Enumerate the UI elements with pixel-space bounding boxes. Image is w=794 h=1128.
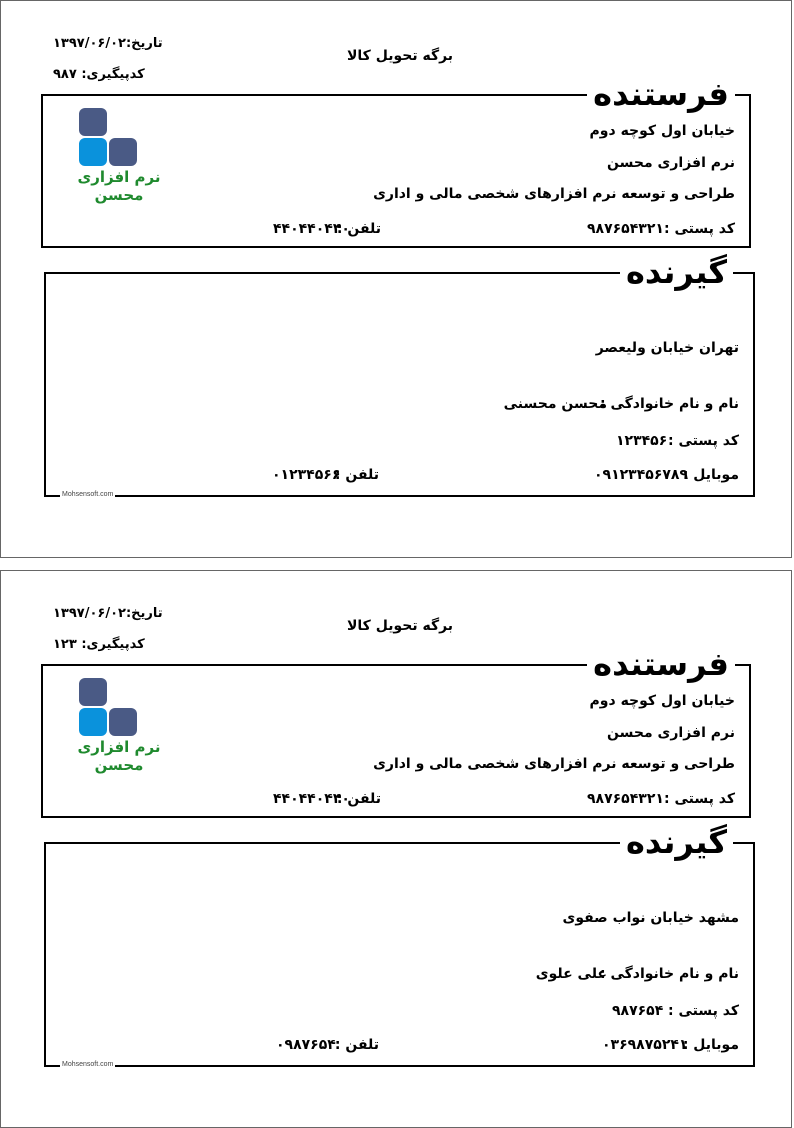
- sender-phone-value: ۴۴۰۴۴۰۴۴۰: [273, 791, 350, 807]
- date-text: تاریخ:۱۳۹۷/۰۶/۰۲: [53, 36, 163, 51]
- sender-description: طراحی و توسعه نرم افزارهای شخصی مالی و اداری: [373, 756, 735, 772]
- receiver-address: تهران خیابان ولیعصر: [595, 340, 739, 356]
- receiver-mobile-value: ۰۹۱۲۳۴۵۶۷۸۹: [594, 467, 688, 483]
- receiver-box: [44, 823, 755, 1068]
- sender-postal-value: ۹۸۷۶۵۴۳۲۱: [587, 221, 664, 237]
- sender-phone-label: تلفن :: [336, 221, 381, 237]
- receiver-postal-value: ۱۲۳۴۵۶: [616, 433, 668, 449]
- slip-title: برگه تحویل کالا: [347, 48, 454, 64]
- sender-phone-label: تلفن :: [336, 791, 381, 807]
- sender-postal-label: کد پستی :: [664, 791, 735, 807]
- receiver-name-label: نام و نام خانوادگی :: [599, 396, 739, 412]
- company-logo: [77, 108, 175, 204]
- receiver-phone-label: تلفن :: [334, 1037, 379, 1053]
- receiver-heading: گیرنده: [620, 822, 733, 862]
- delivery-slip-2: [0, 570, 792, 1128]
- footer-website: Mohsensoft.com: [62, 491, 114, 498]
- receiver-name-value: علی علوی: [535, 966, 607, 982]
- sender-box: [41, 75, 751, 248]
- receiver-mobile-label: موبایل :: [682, 467, 739, 483]
- receiver-mobile-value: ۰۳۶۹۸۷۵۲۴۱: [602, 1037, 688, 1053]
- receiver-name-value: محسن محسنی: [503, 396, 607, 412]
- footer-website: Mohsensoft.com: [62, 1061, 114, 1068]
- sender-box: [41, 645, 751, 818]
- date-text: تاریخ:۱۳۹۷/۰۶/۰۲: [53, 606, 163, 621]
- sender-postal-label: کد پستی :: [664, 221, 735, 237]
- receiver-phone-value: ۰۹۸۷۶۵۴: [276, 1037, 336, 1053]
- receiver-postal-label: کد پستی :: [668, 433, 739, 449]
- logo-text: نرم افزاری محسن: [77, 168, 161, 204]
- tracking-code-text: کدپیگیری: ۹۸۷: [53, 67, 145, 82]
- receiver-heading: گیرنده: [620, 252, 733, 292]
- sender-heading: فرستنده: [587, 644, 735, 684]
- sender-phone-value: ۴۴۰۴۴۰۴۴۰: [273, 221, 350, 237]
- receiver-name-label: نام و نام خانوادگی :: [599, 966, 739, 982]
- sender-description: طراحی و توسعه نرم افزارهای شخصی مالی و اداری: [373, 186, 735, 202]
- receiver-postal-label: کد پستی :: [668, 1003, 739, 1019]
- company-logo: [77, 678, 175, 774]
- receiver-box: [44, 253, 755, 498]
- sender-address: خیابان اول کوچه دوم: [589, 693, 735, 709]
- sender-heading: فرستنده: [587, 74, 735, 114]
- slip-title: برگه تحویل کالا: [347, 618, 454, 634]
- sender-company: نرم افزاری محسن: [607, 155, 735, 171]
- receiver-mobile-label: موبایل :: [682, 1037, 739, 1053]
- receiver-address: مشهد خیابان نواب صفوی: [562, 910, 739, 926]
- sender-company: نرم افزاری محسن: [607, 725, 735, 741]
- receiver-postal-value: ۹۸۷۶۵۴: [612, 1003, 664, 1019]
- receiver-phone-value: ۰۱۲۳۴۵۶۶: [272, 467, 341, 483]
- logo-text: نرم افزاری محسن: [77, 738, 161, 774]
- sender-postal-value: ۹۸۷۶۵۴۳۲۱: [587, 791, 664, 807]
- delivery-slip-1: [0, 0, 792, 558]
- sender-address: خیابان اول کوچه دوم: [589, 123, 735, 139]
- tracking-code-text: کدپیگیری: ۱۲۳: [53, 637, 145, 652]
- receiver-phone-label: تلفن :: [334, 467, 379, 483]
